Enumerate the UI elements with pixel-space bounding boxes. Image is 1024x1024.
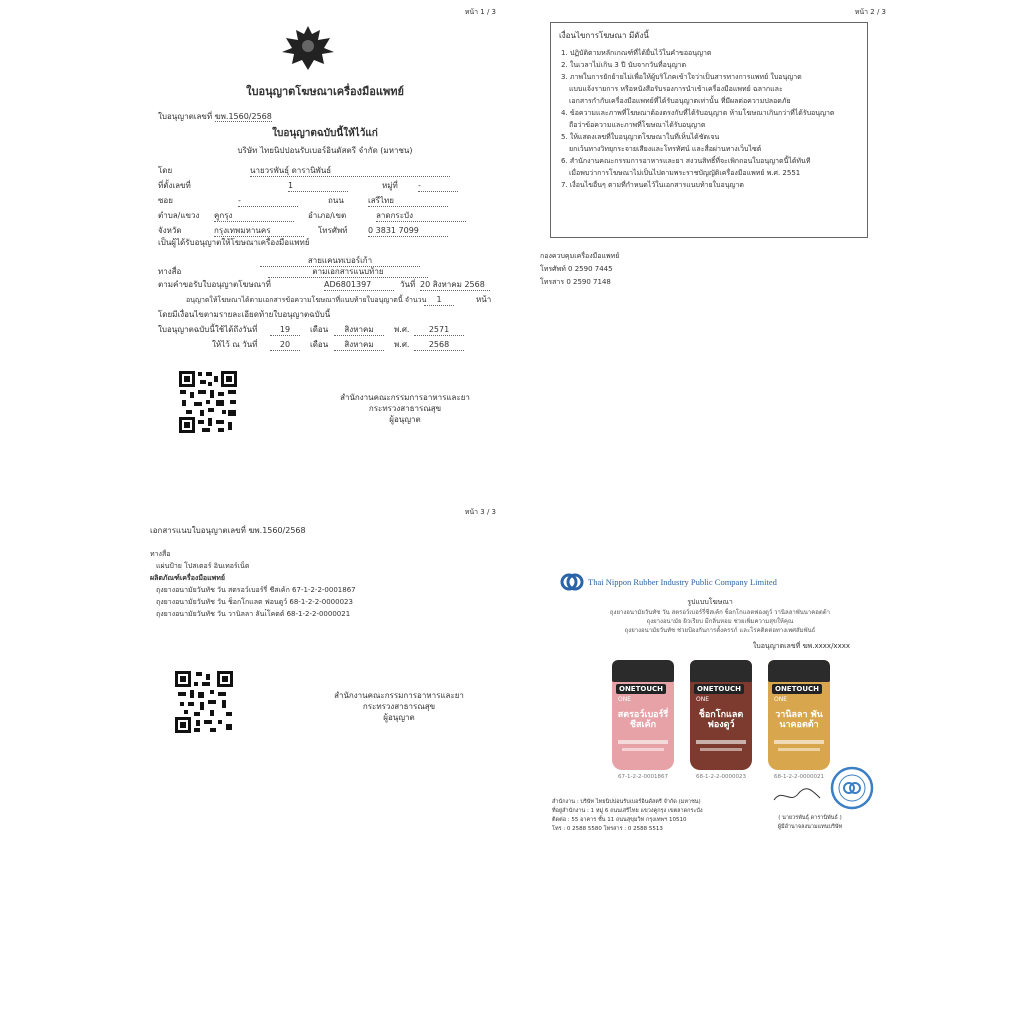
page-number: หน้า 2 / 3 <box>854 8 886 16</box>
given-day: 20 <box>270 340 300 351</box>
month-label: เดือน <box>310 325 329 334</box>
can-name: ช็อกโกแลต ฟองดูว์ <box>698 710 744 730</box>
given-date-label: ให้ไว้ ณ วันที่ <box>212 340 258 349</box>
product-can <box>768 660 830 770</box>
field-label: ตำบล/แขวง <box>158 211 200 220</box>
date-label: วันที่ <box>400 280 416 289</box>
can-variant: ONE <box>696 696 710 703</box>
product-item: ถุงยางอนามัยวันทัช วัน วานิลลา ลันเ๋โคตต์ 68-1-2-2-0000021 <box>156 610 351 618</box>
field-value: - <box>238 196 298 207</box>
condition-item: 3. ภาพในการยักย้ายไม่เพื่อให้ผู้บริโภคเข้าใจว่าเป็นสารทางการแพทย์ ใบอนุญาต <box>561 73 802 81</box>
product-can <box>690 660 752 770</box>
company-logo-icon <box>560 570 584 594</box>
advertisement-page <box>540 560 880 860</box>
garuda-emblem-icon <box>280 22 336 74</box>
company-name: บริษัท ไทยนิปปอนรับเบอร์อินดัสตรี จำกัด (มหาชน) <box>237 146 413 155</box>
ad-title: สายแคนทเบอร์เก้า <box>260 256 420 267</box>
field-value: 0 3831 7099 <box>368 226 448 237</box>
condition-item: ถือว่าข้อความและภาพที่โฆษณาได้รับอนุญาต <box>569 121 706 129</box>
condition-text: อนุญาตให้โฆษณาได้ตามเอกสารข้อความโฆษณาที่แนบท้ายใบอนุญาตนี้ จำนวน <box>186 296 427 304</box>
field-value: คูกรุง <box>214 211 294 222</box>
field-value: เสรีไทย <box>368 196 448 207</box>
media-label: ทางสื่อ <box>150 550 171 558</box>
product-heading: ผลิตภัณฑ์เครื่องมือแพทย์ <box>150 574 225 582</box>
valid-month: สิงหาคม <box>334 325 384 336</box>
footer-line: สำนักงาน : บริษัท ไทยนิปปอนรับเบอร์อินดัสตรี จำกัด (มหาชน) <box>552 799 701 805</box>
qr-code-icon <box>178 370 238 434</box>
valid-year: 2571 <box>414 325 464 336</box>
request-no-label: ตามคำขอรับใบอนุญาตโฆษณาที่ <box>158 280 271 289</box>
page-count-unit: หน้า <box>476 295 492 304</box>
field-label: ที่ตั้งเลขที่ <box>158 181 191 190</box>
condition-item: ยกเว้นทางวิทยุกระจายเสียงและโทรทัศน์ และสื่อผ่านทางเว็บไซต์ <box>569 145 762 153</box>
condition-item: เมื่อพบว่าการโฆษณาไม่เป็นไปตามพระราชบัญญัติเครื่องมือแพทย์ พ.ศ. 2551 <box>569 169 801 177</box>
field-label: ถนน <box>328 196 344 205</box>
page-number: หน้า 3 / 3 <box>464 508 496 516</box>
media-label: ทางสื่อ <box>158 267 182 276</box>
condition-item: 6. สำนักงานคณะกรรมการอาหารและยา สงวนสิทธิ์ที่จะเพิกถอนใบอนุญาตนี้ได้ทันที <box>561 157 811 165</box>
can-code: 67-1-2-2-0001867 <box>618 774 668 780</box>
request-date: 20 สิงหาคม 2568 <box>420 280 490 291</box>
condition-item: 7. เงื่อนไขอื่นๆ ตามที่กำหนดไว้ในเอกสารแนบท้ายใบอนุญาต <box>561 181 744 189</box>
ad-body-line: ถุงยางอนามัย ผิวเรียบ มีกลิ่นหอม ช่วยเพิ่มความสุขให้คุณ <box>646 618 794 625</box>
signature-line: กระทรวงสาธารณสุข <box>368 404 442 413</box>
valid-until-label: ใบอนุญาตฉบับนี้ใช้ได้ถึงวันที่ <box>158 325 258 334</box>
signature-line: สำนักงานคณะกรรมการอาหารและยา <box>334 691 464 700</box>
condition-item: เอกสารกำกับเครื่องมือแพทย์ที่ได้รับอนุญาตเท่านั้น ที่มีผลต่อความปลอดภัย <box>569 97 791 105</box>
company-name: Thai Nippon Rubber Industry Public Company Limited <box>588 577 777 587</box>
request-no: AD6801397 <box>324 280 394 291</box>
field-value: กรุงเทพมหานคร <box>214 226 304 237</box>
media-value: แผ่นป้าย โปสเตอร์ อินเทอร์เน็ต <box>156 562 250 570</box>
condition-item: 5. ให้แสดงเลขที่ใบอนุญาตโฆษณาในที่เห็นได้ชัดเจน <box>561 133 720 141</box>
field-value: นายวรพันธุ์ ดารานิพันธ์ <box>250 166 450 177</box>
conditions-box <box>550 22 868 238</box>
can-variant: ONE <box>618 696 632 703</box>
doc-title: ใบอนุญาตโฆษณาเครื่องมือแพทย์ <box>246 85 404 98</box>
phone-label: โทรศัพท์ <box>540 265 566 273</box>
month-label: เดือน <box>310 340 329 349</box>
ad-subheading: รูปแบบโฆษณา <box>687 598 733 606</box>
license-page-3 <box>140 500 500 760</box>
valid-day: 19 <box>270 325 300 336</box>
signer-role: ผู้มีอำนาจลงนามแทนบริษัท <box>777 824 843 830</box>
product-item: ถุงยางอนามัยวันทัช วัน ช็อกโกแลต ฟอนดูว์ 68-1-2-2-0000023 <box>156 598 353 606</box>
signature-line: ผู้อนุญาต <box>389 415 421 424</box>
product-item: ถุงยางอนามัยวันทัช วัน สตรอว์เบอร์รี่ ชีสเค้ก 67-1-2-2-0001867 <box>156 586 356 594</box>
company-seal-icon <box>830 766 874 810</box>
purpose-line: เป็นผู้ได้รับอนุญาตให้โฆษณาเครื่องมือแพทย์ <box>158 238 310 247</box>
can-code: 68-1-2-2-0000021 <box>774 774 824 780</box>
attachment-heading: เอกสารแนบใบอนุญาตเลขที่ ฆพ.1560/2568 <box>150 526 306 535</box>
given-year: 2568 <box>414 340 464 351</box>
field-label: หมู่ที่ <box>382 181 398 190</box>
footer-line: ติดต่อ : 55 อาคาร ชั้น 11 ถนนสุขุมวิท กรุงเทพฯ 10510 <box>552 817 687 823</box>
signature-scribble-icon <box>772 786 822 806</box>
can-brand: ONETOUCH <box>772 684 822 694</box>
can-code: 68-1-2-2-0000023 <box>696 774 746 780</box>
condition-item: 4. ข้อความและภาพที่โฆษณาต้องตรงกับที่ได้รับอนุญาต ห้ามโฆษณาเกินกว่าที่ได้รับอนุญาต <box>561 109 835 117</box>
can-name: วานิลลา พันนาคอตต้า <box>775 710 823 730</box>
ad-body-line: ถุงยางอนามัยวันทัช วัน สตรอว์เบอร์รี่ชีสเค้ก ช็อกโกแลตฟองดูว์ วานิลลาพันนาคอตต้า <box>609 609 831 616</box>
license-page-2 <box>530 0 890 300</box>
license-page-1 <box>150 0 500 460</box>
page-number: หน้า 1 / 3 <box>464 8 496 16</box>
qr-code-icon <box>174 670 234 734</box>
given-month: สิงหาคม <box>334 340 384 351</box>
license-no-label: ใบอนุญาตเลขที่ <box>158 112 213 121</box>
signature-line: กระทรวงสาธารณสุข <box>362 702 436 711</box>
year-label: พ.ศ. <box>394 340 410 349</box>
can-brand: ONETOUCH <box>616 684 666 694</box>
field-value: 1 <box>288 181 348 192</box>
phone-value: 0 2590 7445 <box>568 265 613 273</box>
condition-item: 1. ปฏิบัติตามหลักเกณฑ์ที่ได้ยื่นไว้ในคำขออนุญาต <box>561 49 712 57</box>
can-variant: ONE <box>774 696 788 703</box>
footer-line: โทร : 0 2588 5580 โทรสาร : 0 2588 5513 <box>552 826 663 832</box>
media-value: ตามเอกสารแนบท้าย <box>268 267 428 278</box>
field-label: โทรศัพท์ <box>318 226 348 235</box>
ad-body-line: ถุงยางอนามัยวันทัช ช่วยป้องกันการตั้งครรภ์ และโรคติดต่อทางเพศสัมพันธ์ <box>624 627 816 634</box>
condition-item: แบบแจ้งรายการ หรือหนังสือรับรองการนำเข้าเครื่องมือแพทย์ ฉลากและ <box>569 85 783 93</box>
signature-line: ผู้อนุญาต <box>383 713 415 722</box>
fax-label: โทรสาร <box>540 278 565 286</box>
field-label: ซอย <box>158 196 173 205</box>
license-no: ฆพ.1560/2568 <box>214 112 272 121</box>
can-name: สตรอว์เบอร์รี่ ชีสเค้ก <box>617 710 669 730</box>
field-label: อำเภอ/เขต <box>308 211 347 220</box>
fax-value: 0 2590 7148 <box>566 278 611 286</box>
field-label: จังหวัด <box>158 226 182 235</box>
conditions-attached: โดยมีเงื่อนไขตามรายละเอียดท้ายใบอนุญาตฉบับนี้ <box>158 310 331 319</box>
footer-line: ที่อยู่สำนักงาน : 1 หมู่ 6 ถนนเสรีไทย แขวงคูกรุง เขตลาดกระบัง <box>552 808 703 814</box>
field-label: โดย <box>158 166 173 175</box>
product-can <box>612 660 674 770</box>
contact-title: กองควบคุมเครื่องมือแพทย์ <box>540 252 620 260</box>
year-label: พ.ศ. <box>394 325 410 334</box>
can-brand: ONETOUCH <box>694 684 744 694</box>
page-count: 1 <box>424 295 454 306</box>
signature-line: สำนักงานคณะกรรมการอาหารและยา <box>340 393 470 402</box>
condition-item: 2. ในเวลาไม่เกิน 3 ปี นับจากวันที่อนุญาต <box>561 61 687 69</box>
license-ref: ใบอนุญาตเลขที่ ฆพ.xxxx/xxxx <box>752 642 850 650</box>
field-value: - <box>418 181 458 192</box>
signer-name: ( นายวรพันธุ์ ดารานิพันธ์ ) <box>778 815 842 821</box>
doc-subtitle: ใบอนุญาตฉบับนี้ให้ไว้แก่ <box>272 128 378 139</box>
field-value: ลาดกระบัง <box>376 211 466 222</box>
conditions-heading: เงื่อนไขการโฆษณา มีดังนี้ <box>559 31 649 40</box>
